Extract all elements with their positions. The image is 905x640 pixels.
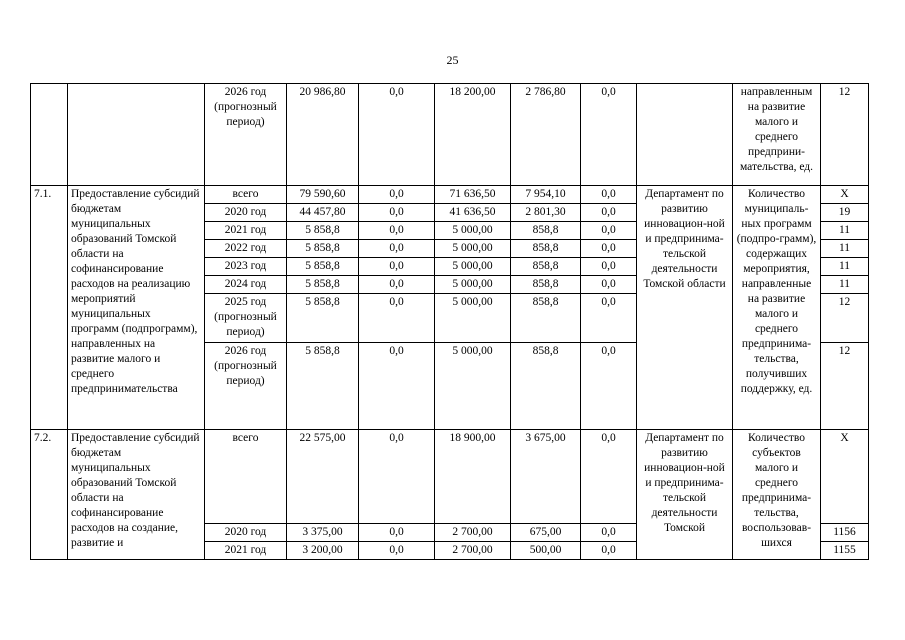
indicator-value-cell: 11 xyxy=(821,240,869,258)
municipal-cell: 2 786,80 xyxy=(511,84,581,186)
municipal-cell: 858,8 xyxy=(511,294,581,343)
item-number: 7.2. xyxy=(31,430,68,560)
federal-cell: 0,0 xyxy=(359,542,435,560)
federal-cell: 0,0 xyxy=(359,84,435,186)
federal-cell: 0,0 xyxy=(359,240,435,258)
total-cell: 5 858,8 xyxy=(287,294,359,343)
total-cell: 5 858,8 xyxy=(287,258,359,276)
item-number xyxy=(31,84,68,186)
municipal-cell: 858,8 xyxy=(511,276,581,294)
total-cell: 79 590,60 xyxy=(287,186,359,204)
indicator-value-cell: 11 xyxy=(821,276,869,294)
regional-cell: 5 000,00 xyxy=(435,240,511,258)
indicator-value-cell: 11 xyxy=(821,258,869,276)
indicator-cell: Количество муниципаль-ных программ (подпро-грамм), содержащих мероприятия, направленные на развитие малого и среднего предпринима-тельства, получивших поддержку, ед. xyxy=(733,186,821,430)
other-cell: 0,0 xyxy=(581,294,637,343)
program-table xyxy=(30,83,869,560)
total-cell: 3 375,00 xyxy=(287,524,359,542)
indicator-value-cell: 1155 xyxy=(821,542,869,560)
item-number: 7.1. xyxy=(31,186,68,430)
period-cell: 2020 год xyxy=(205,524,287,542)
period-cell: 2025 год (прогнозный период) xyxy=(205,294,287,343)
total-cell: 44 457,80 xyxy=(287,204,359,222)
other-cell: 0,0 xyxy=(581,240,637,258)
total-cell: 5 858,8 xyxy=(287,343,359,430)
regional-cell: 2 700,00 xyxy=(435,542,511,560)
indicator-cell: направленным на развитие малого и среднего предприни-мательства, ед. xyxy=(733,84,821,186)
item-name xyxy=(68,84,205,186)
municipal-cell: 858,8 xyxy=(511,343,581,430)
regional-cell: 41 636,50 xyxy=(435,204,511,222)
period-cell: всего xyxy=(205,430,287,524)
municipal-cell: 858,8 xyxy=(511,222,581,240)
item-name: Предоставление субсидий бюджетам муниципальных образований Томской области на софинансирование расходов на реализацию мероприятий муниципальных программ (подпрограмм), направленных на развитие малого и среднего предпринимательства xyxy=(68,186,205,430)
department-cell: Департамент по развитию инновацион-ной и предпринима-тельской деятельности Томской xyxy=(637,430,733,560)
municipal-cell: 858,8 xyxy=(511,258,581,276)
page-number: 25 xyxy=(446,53,459,67)
regional-cell: 5 000,00 xyxy=(435,258,511,276)
total-cell: 22 575,00 xyxy=(287,430,359,524)
federal-cell: 0,0 xyxy=(359,186,435,204)
other-cell: 0,0 xyxy=(581,186,637,204)
municipal-cell: 500,00 xyxy=(511,542,581,560)
regional-cell: 5 000,00 xyxy=(435,222,511,240)
regional-cell: 5 000,00 xyxy=(435,343,511,430)
regional-cell: 2 700,00 xyxy=(435,524,511,542)
indicator-value-cell: 19 xyxy=(821,204,869,222)
federal-cell: 0,0 xyxy=(359,222,435,240)
period-cell: 2021 год xyxy=(205,542,287,560)
department-cell xyxy=(637,84,733,186)
period-cell: 2021 год xyxy=(205,222,287,240)
period-cell: 2023 год xyxy=(205,258,287,276)
federal-cell: 0,0 xyxy=(359,524,435,542)
federal-cell: 0,0 xyxy=(359,294,435,343)
other-cell: 0,0 xyxy=(581,84,637,186)
federal-cell: 0,0 xyxy=(359,343,435,430)
municipal-cell: 7 954,10 xyxy=(511,186,581,204)
federal-cell: 0,0 xyxy=(359,430,435,524)
municipal-cell: 858,8 xyxy=(511,240,581,258)
municipal-cell: 675,00 xyxy=(511,524,581,542)
regional-cell: 18 900,00 xyxy=(435,430,511,524)
indicator-value-cell: 1156 xyxy=(821,524,869,542)
municipal-cell: 3 675,00 xyxy=(511,430,581,524)
federal-cell: 0,0 xyxy=(359,204,435,222)
indicator-value-cell: 12 xyxy=(821,294,869,343)
period-cell: 2022 год xyxy=(205,240,287,258)
period-cell: 2020 год xyxy=(205,204,287,222)
other-cell: 0,0 xyxy=(581,258,637,276)
table-row xyxy=(31,84,869,186)
total-cell: 5 858,8 xyxy=(287,222,359,240)
other-cell: 0,0 xyxy=(581,204,637,222)
indicator-cell: Количество субъектов малого и среднего предпринима-тельства, воспользовав-шихся xyxy=(733,430,821,560)
other-cell: 0,0 xyxy=(581,524,637,542)
department-cell: Департамент по развитию инновацион-ной и предпринима-тельской деятельности Томской области xyxy=(637,186,733,430)
regional-cell: 5 000,00 xyxy=(435,294,511,343)
regional-cell: 71 636,50 xyxy=(435,186,511,204)
total-cell: 20 986,80 xyxy=(287,84,359,186)
period-cell: 2024 год xyxy=(205,276,287,294)
total-cell: 5 858,8 xyxy=(287,276,359,294)
federal-cell: 0,0 xyxy=(359,276,435,294)
other-cell: 0,0 xyxy=(581,222,637,240)
item-name: Предоставление субсидий бюджетам муниципальных образований Томской области на софинансирование расходов на создание, развитие и xyxy=(68,430,205,560)
other-cell: 0,0 xyxy=(581,276,637,294)
other-cell: 0,0 xyxy=(581,343,637,430)
total-cell: 5 858,8 xyxy=(287,240,359,258)
municipal-cell: 2 801,30 xyxy=(511,204,581,222)
other-cell: 0,0 xyxy=(581,430,637,524)
period-cell: 2026 год (прогнозный период) xyxy=(205,343,287,430)
regional-cell: 18 200,00 xyxy=(435,84,511,186)
indicator-value-cell: 12 xyxy=(821,84,869,186)
federal-cell: 0,0 xyxy=(359,258,435,276)
period-cell: 2026 год (прогнозный период) xyxy=(205,84,287,186)
indicator-value-cell: 11 xyxy=(821,222,869,240)
other-cell: 0,0 xyxy=(581,542,637,560)
indicator-value-cell: Х xyxy=(821,430,869,524)
regional-cell: 5 000,00 xyxy=(435,276,511,294)
table-row xyxy=(31,430,869,524)
total-cell: 3 200,00 xyxy=(287,542,359,560)
period-cell: всего xyxy=(205,186,287,204)
indicator-value-cell: 12 xyxy=(821,343,869,430)
indicator-value-cell: Х xyxy=(821,186,869,204)
table-row xyxy=(31,186,869,204)
